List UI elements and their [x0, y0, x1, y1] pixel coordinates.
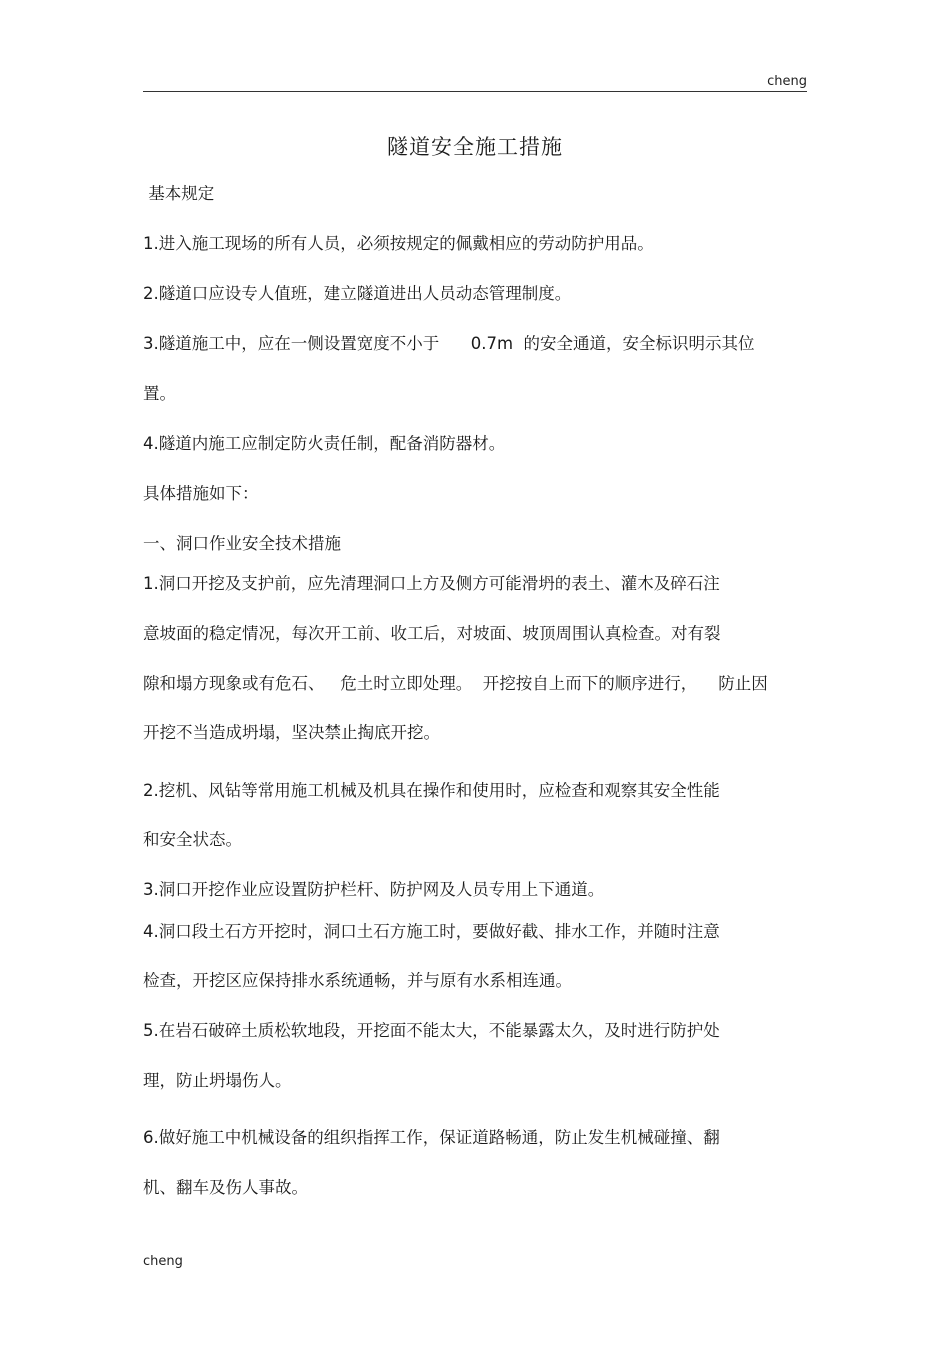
paragraph-line: 检查，开挖区应保持排水系统通畅，并与原有水系相连通。 [143, 971, 572, 990]
page-footer: cheng [143, 1254, 183, 1269]
paragraph-line: 3.隧道施工中，应在一侧设置宽度不小于 0.7m 的安全通道，安全标识明示其位 [143, 334, 755, 353]
section-intro: 具体措施如下： [143, 484, 259, 503]
paragraph-line: 置。 [143, 384, 176, 403]
paragraph-line: 理，防止坍塌伤人。 [143, 1071, 292, 1090]
section-heading-portal: 一、洞口作业安全技术措施 [143, 534, 341, 553]
paragraph-line: 开挖不当造成坍塌，坚决禁止掏底开挖。 [143, 723, 440, 742]
section-heading-basic-rules: 基本规定 [143, 184, 215, 203]
header-text: cheng [767, 74, 807, 89]
paragraph-line: 机、翻车及伤人事故。 [143, 1178, 308, 1197]
paragraph-line: 6.做好施工中机械设备的组织指挥工作，保证道路畅通，防止发生机械碰撞、翻 [143, 1128, 720, 1147]
document-title: 隧道安全施工措施 [387, 135, 563, 159]
paragraph-line: 3.洞口开挖作业应设置防护栏杆、防护网及人员专用上下通道。 [143, 880, 605, 899]
paragraph-line: 和安全状态。 [143, 830, 242, 849]
paragraph-line: 1.洞口开挖及支护前，应先清理洞口上方及侧方可能滑坍的表土、灌木及碎石注 [143, 574, 720, 593]
paragraph-line: 1.进入施工现场的所有人员，必须按规定的佩戴相应的劳动防护用品。 [143, 234, 654, 253]
paragraph-line: 5.在岩石破碎土质松软地段，开挖面不能太大，不能暴露太久，及时进行防护处 [143, 1021, 720, 1040]
paragraph-line: 4.洞口段土石方开挖时，洞口土石方施工时，要做好截、排水工作，并随时注意 [143, 922, 720, 941]
paragraph-line: 隙和塌方现象或有危石、 危土时立即处理。 开挖按自上而下的顺序进行， 防止因 [143, 674, 768, 693]
paragraph-line: 4.隧道内施工应制定防火责任制，配备消防器材。 [143, 434, 506, 453]
paragraph-line: 意坡面的稳定情况，每次开工前、收工后，对坡面、坡顶周围认真检查。对有裂 [143, 624, 721, 643]
paragraph-line: 2.挖机、风钻等常用施工机械及机具在操作和使用时，应检查和观察其安全性能 [143, 781, 720, 800]
paragraph-line: 2.隧道口应设专人值班，建立隧道进出人员动态管理制度。 [143, 284, 572, 303]
header-divider [143, 91, 807, 92]
